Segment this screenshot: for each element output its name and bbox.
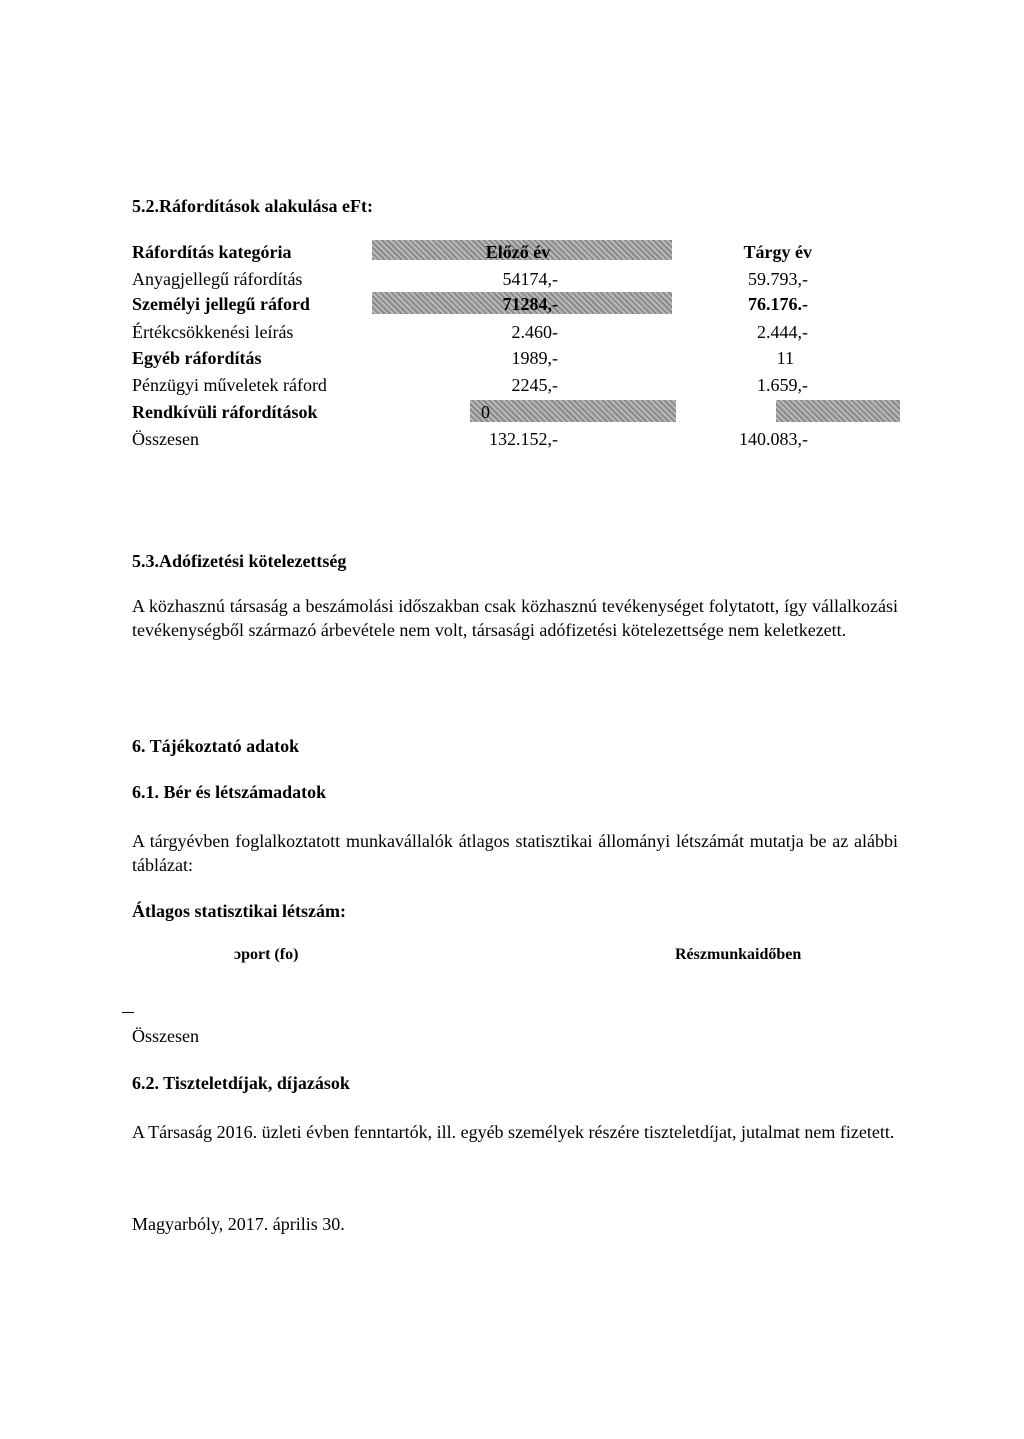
row-curr: 76.176.-	[748, 294, 808, 314]
header-category: Ráfordítás kategória	[132, 242, 292, 262]
section-6-title: 6. Tájékoztató adatok	[132, 736, 300, 756]
row-prev: 2245,-	[511, 375, 558, 395]
section-5-2-title: 5.2.Ráfordítások alakulása eFt:	[132, 196, 374, 216]
row-curr: 140.083,-	[739, 429, 808, 449]
section-6-1-title: 6.1. Bér és létszámadatok	[132, 782, 327, 802]
staff-subtitle: Átlagos statisztikai létszám:	[132, 901, 346, 921]
row-curr: 11	[776, 348, 794, 368]
staff-col-group: ɔport (fo)	[234, 946, 299, 963]
section-6-2-title: 6.2. Tiszteletdíjak, díjazások	[132, 1073, 350, 1093]
staff-total-label: Összesen	[132, 1026, 199, 1046]
place-date: Magyarbóly, 2017. április 30.	[132, 1214, 345, 1234]
row-label: Rendkívüli ráfordítások	[132, 402, 318, 422]
row-curr: 1.659,-	[757, 375, 808, 395]
fees-paragraph: A Társaság 2016. üzleti évben fenntartók, ill. egyéb személyek részére tiszteletdíjat, jutalmat nem fizetett.	[132, 1122, 895, 1142]
tax-paragraph: A közhasznú társaság a beszámolási időszakban csak közhasznú tevékenységet folytatott, így vállalkozási tevékenységből származó árbevétele nem volt, társasági adófizetési kötelezettsége nem keletkezett.	[132, 596, 898, 640]
row-label: Anyagjellegű ráfordítás	[132, 269, 303, 289]
header-current-year: Tárgy év	[743, 242, 812, 262]
row-label: Összesen	[132, 429, 199, 449]
row-prev: 54174,-	[502, 269, 558, 289]
row-prev: 132.152,-	[489, 429, 558, 449]
row-shade	[776, 400, 900, 422]
table-rule	[122, 1012, 134, 1013]
row-label: Értékcsökkenési leírás	[132, 322, 294, 342]
row-label: Személyi jellegű ráford	[132, 294, 310, 314]
section-5-3-title: 5.3.Adófizetési kötelezettség	[132, 551, 347, 571]
row-shade	[470, 400, 676, 422]
row-curr: 59.793,-	[748, 269, 808, 289]
row-prev: 0	[481, 402, 490, 422]
row-label: Pénzügyi műveletek ráford	[132, 375, 327, 395]
staff-paragraph: A tárgyévben foglalkoztatott munkavállalók átlagos statisztikai állományi létszámát mutatja be az alábbi táblázat:	[132, 831, 898, 875]
staff-col-parttime: Részmunkaidőben	[675, 946, 802, 963]
row-prev: 2.460-	[511, 322, 558, 342]
row-label: Egyéb ráfordítás	[132, 348, 262, 368]
header-prev-year: Előző év	[485, 242, 551, 262]
row-prev: 71284,-	[502, 294, 558, 314]
row-prev: 1989,-	[511, 348, 558, 368]
row-curr: 2.444,-	[757, 322, 808, 342]
